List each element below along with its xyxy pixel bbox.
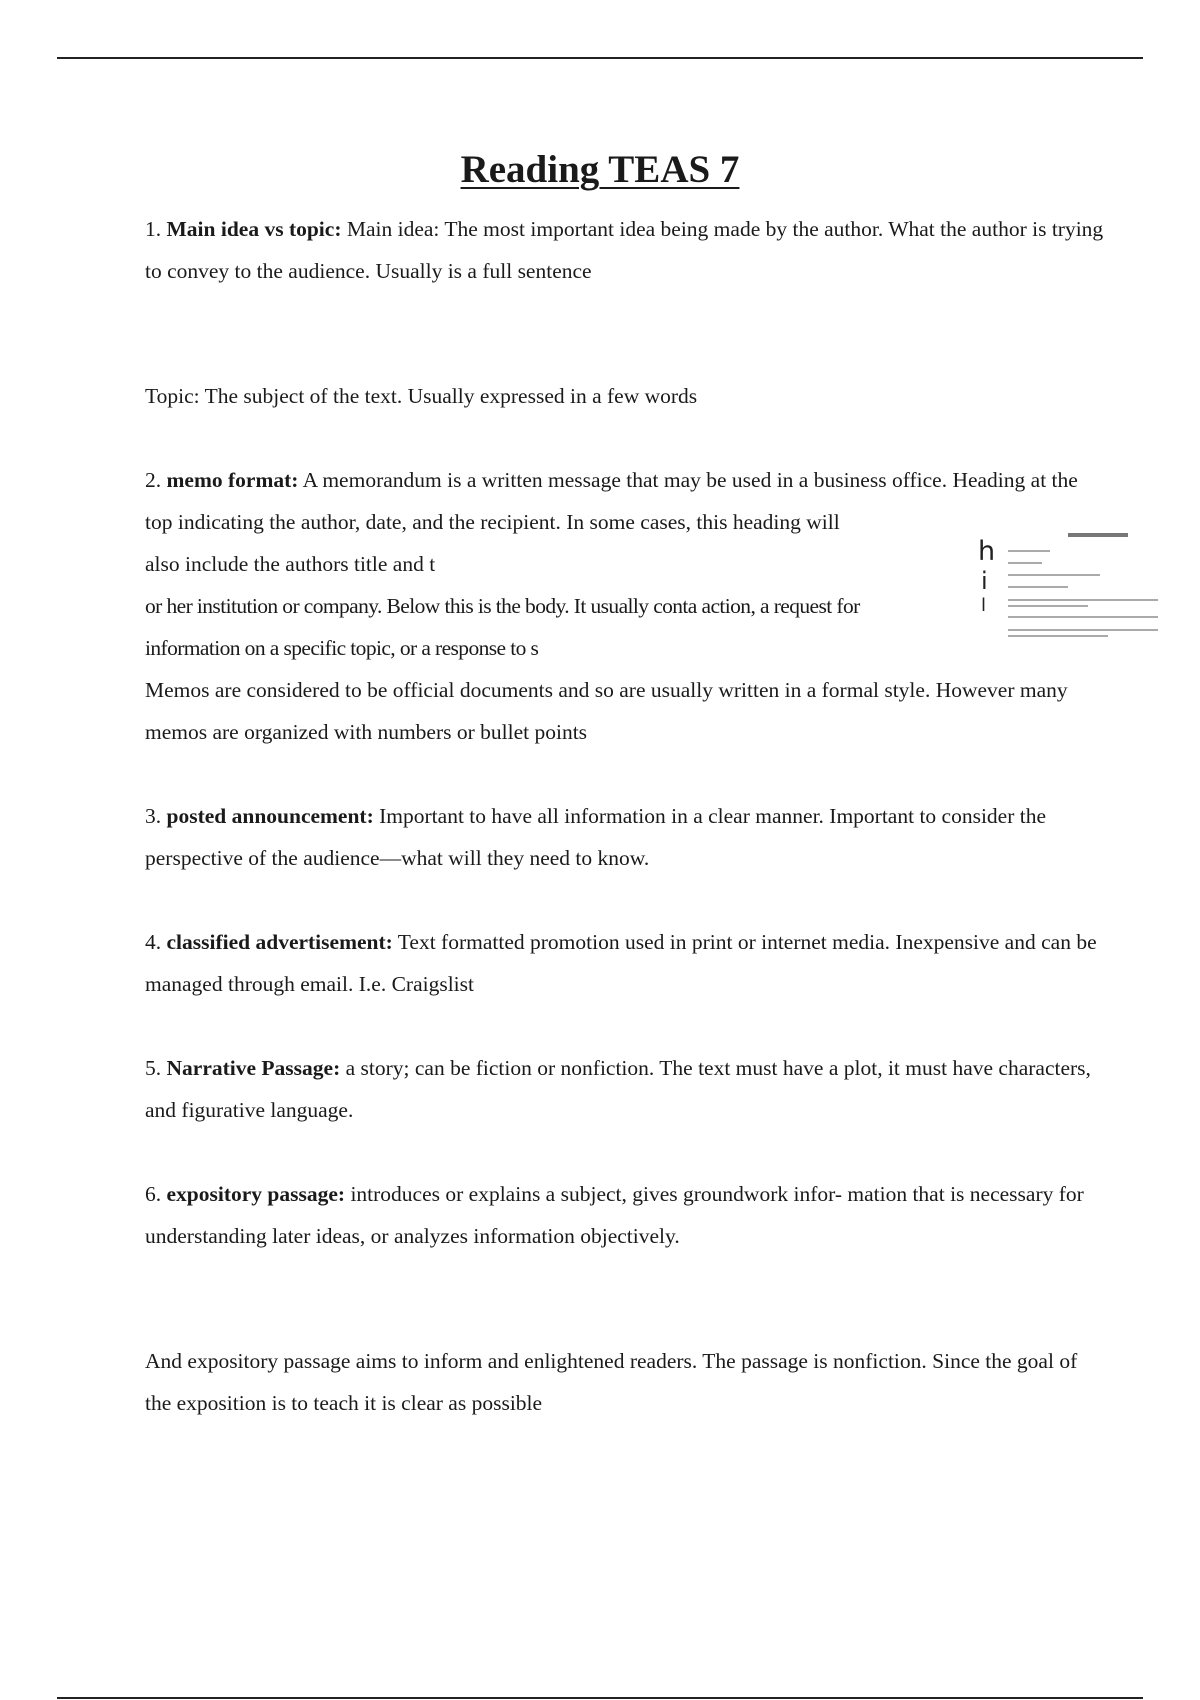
spacer: [145, 1257, 1105, 1340]
item-classified-advertisement: [145, 921, 1105, 1005]
memo-line-b: or her institution or company. Below this is the body. It usually conta action, a request for: [145, 594, 860, 618]
spacer: [145, 417, 1105, 459]
memo-line-c: information on a specific topic, or a response to s: [145, 636, 539, 660]
thumbnail-heading: [1068, 533, 1128, 537]
item-number: 1.: [145, 217, 162, 241]
thumbnail-glyph: h: [978, 536, 996, 567]
spacer: [145, 1005, 1105, 1047]
thumbnail-glyphs: [978, 537, 1004, 617]
thumbnail-line: [1008, 574, 1100, 576]
closing-paragraph: And expository passage aims to inform and enlightened readers. The passage is nonfiction. Since the goal of the exposition is to teach it is clear as possible: [145, 1349, 1078, 1415]
thumbnail-line: [1008, 616, 1158, 618]
item-number: 2.: [145, 468, 162, 492]
bottom-rule: [57, 1697, 1143, 1699]
item-text: Text formatted promotion used in print or internet media. Inexpensive and can be managed through email. I.e. Craigslist: [145, 930, 1097, 996]
item-number: 4.: [145, 930, 162, 954]
item-term: posted announcement:: [166, 804, 374, 828]
item-text: Important to have all information in a clear manner. Important to consider the perspective of the audience—what will they need to know.: [145, 804, 1047, 870]
thumbnail-line: [1008, 635, 1108, 637]
item-term: expository passage:: [166, 1182, 346, 1206]
item-term: Main idea vs topic:: [166, 217, 342, 241]
thumbnail-line: [1008, 599, 1158, 601]
page-title: [0, 145, 1200, 195]
thumbnail-line: [1008, 586, 1068, 588]
item-number: 5.: [145, 1056, 162, 1080]
thumbnail-line: [1008, 605, 1088, 607]
item-main-idea: [145, 208, 1105, 292]
memo-thumbnail-image: [978, 533, 1178, 643]
thumbnail-page-preview: [1008, 533, 1158, 643]
memo-line-a: also include the authors title and t: [145, 552, 436, 576]
spacer: [145, 879, 1105, 921]
item-text: Main idea: The most important idea being made by the author. What the author is trying to convey to the audience. Usually is a full sentence: [145, 217, 1104, 283]
spacer: [145, 1131, 1105, 1173]
topic-paragraph: Topic: The subject of the text. Usually expressed in a few words: [145, 384, 698, 408]
item-memo-format: [145, 459, 1105, 543]
thumbnail-glyph: i: [981, 567, 988, 595]
item-number: 3.: [145, 804, 162, 828]
item-term: memo format:: [166, 468, 299, 492]
item-text: a story; can be fiction or nonfiction. The text must have a plot, it must have characters, and figurative language.: [145, 1056, 1091, 1122]
item-text: introduces or explains a subject, gives groundwork infor- mation that is necessary for understanding later ideas, or analyzes information objectively.: [145, 1182, 1084, 1248]
item-term: classified advertisement:: [166, 930, 393, 954]
thumbnail-line: [1008, 562, 1042, 564]
item-text: A memorandum is a written message that may be used in a business office. Heading at the top indicating the author, date, and the recipient. In some cases, this heading will: [145, 468, 1078, 534]
item-narrative-passage: [145, 1047, 1105, 1131]
spacer: [145, 753, 1105, 795]
memo-paragraph-2: Memos are considered to be official documents and so are usually written in a formal style. However many memos are organized with numbers or bullet points: [145, 678, 1068, 744]
document-body: [145, 208, 1105, 1424]
top-rule: [57, 57, 1143, 59]
thumbnail-line: [1008, 550, 1050, 552]
thumbnail-glyph: l: [981, 595, 987, 616]
spacer: [145, 292, 1105, 375]
item-number: 6.: [145, 1182, 162, 1206]
thumbnail-line: [1008, 629, 1158, 631]
item-term: Narrative Passage:: [166, 1056, 341, 1080]
item-posted-announcement: [145, 795, 1105, 879]
page-title-text: Reading TEAS 7: [460, 148, 740, 191]
item-expository-passage: [145, 1173, 1105, 1257]
